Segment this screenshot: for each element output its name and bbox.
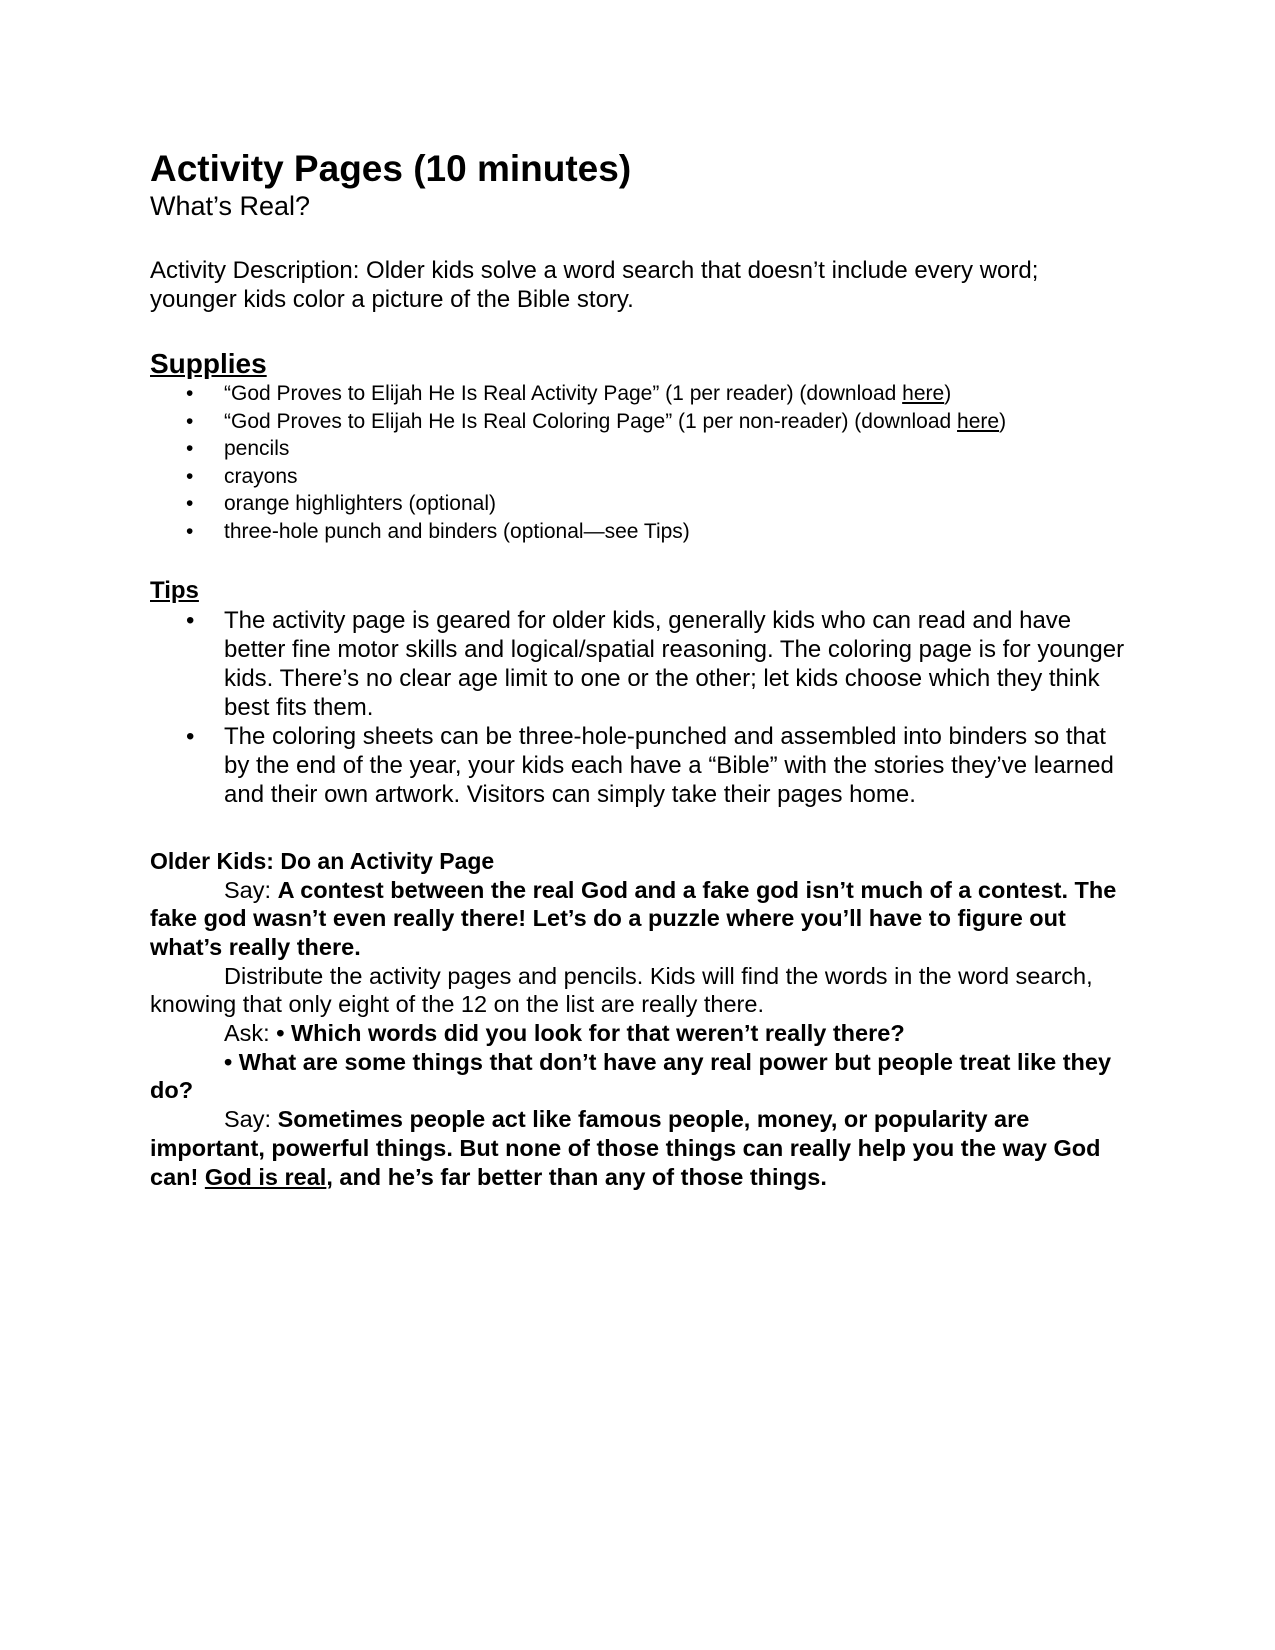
supply-item: • crayons <box>150 463 1130 491</box>
ask-question-2: • What are some things that don’t have any real power but people treat like they do? <box>150 1048 1112 1104</box>
ask-question-1: Ask: • Which words did you look for that weren’t really there? <box>224 1020 905 1047</box>
page-title: Activity Pages (10 minutes) <box>150 148 632 189</box>
tips-list <box>150 606 1130 809</box>
supplies-heading: Supplies <box>150 348 267 379</box>
supply-item: • “God Proves to Elijah He Is Real Coloring Page” (1 per non-reader) (download here) <box>150 408 1130 436</box>
download-link[interactable]: here <box>957 409 1000 433</box>
say-paragraph-2: Say: Sometimes people act like famous people, money, or popularity are important, powerful things. But none of those things can really help you the way God can! God is real, and he’s far better than any of those things. <box>150 1106 1101 1190</box>
download-link[interactable]: here <box>902 382 945 405</box>
document-page <box>150 148 1130 1191</box>
supply-item: • orange highlighters (optional) <box>150 490 1130 518</box>
activity-description: Activity Description: Older kids solve a word search that doesn’t include every word; younger kids color a picture of the Bible story. <box>150 257 1039 313</box>
supply-item: • pencils <box>150 435 1130 463</box>
supplies-list <box>150 380 1130 546</box>
tips-heading: Tips <box>150 576 199 604</box>
supply-item: • “God Proves to Elijah He Is Real Activity Page” (1 per reader) (download here) <box>150 380 1130 408</box>
supply-item: • three-hole punch and binders (optional—see Tips) <box>150 518 1130 546</box>
tip-item: • The activity page is geared for older kids, generally kids who can read and have better fine motor skills and logical/spatial reasoning. The coloring page is for younger kids. There’s no clear age limit to one or the other; let kids choose which they think best fits them. <box>150 606 1130 722</box>
say-paragraph-1: Say: A contest between the real God and a fake god isn’t much of a contest. The fake god wasn’t even really there! Let’s do a puzzle where you’ll have to figure out what’s really there. <box>150 876 1117 960</box>
tip-item: • The coloring sheets can be three-hole-punched and assembled into binders so that by the end of the year, your kids each have a “Bible” with the stories they’ve learned and their own artwork. Visitors can simply take their pages home. <box>150 722 1130 809</box>
distribute-paragraph: Distribute the activity pages and pencils. Kids will find the words in the word search, knowing that only eight of the 12 on the list are really there. <box>150 962 1093 1018</box>
older-kids-heading: Older Kids: Do an Activity Page <box>150 847 495 874</box>
page-subtitle: What’s Real? <box>150 191 311 221</box>
